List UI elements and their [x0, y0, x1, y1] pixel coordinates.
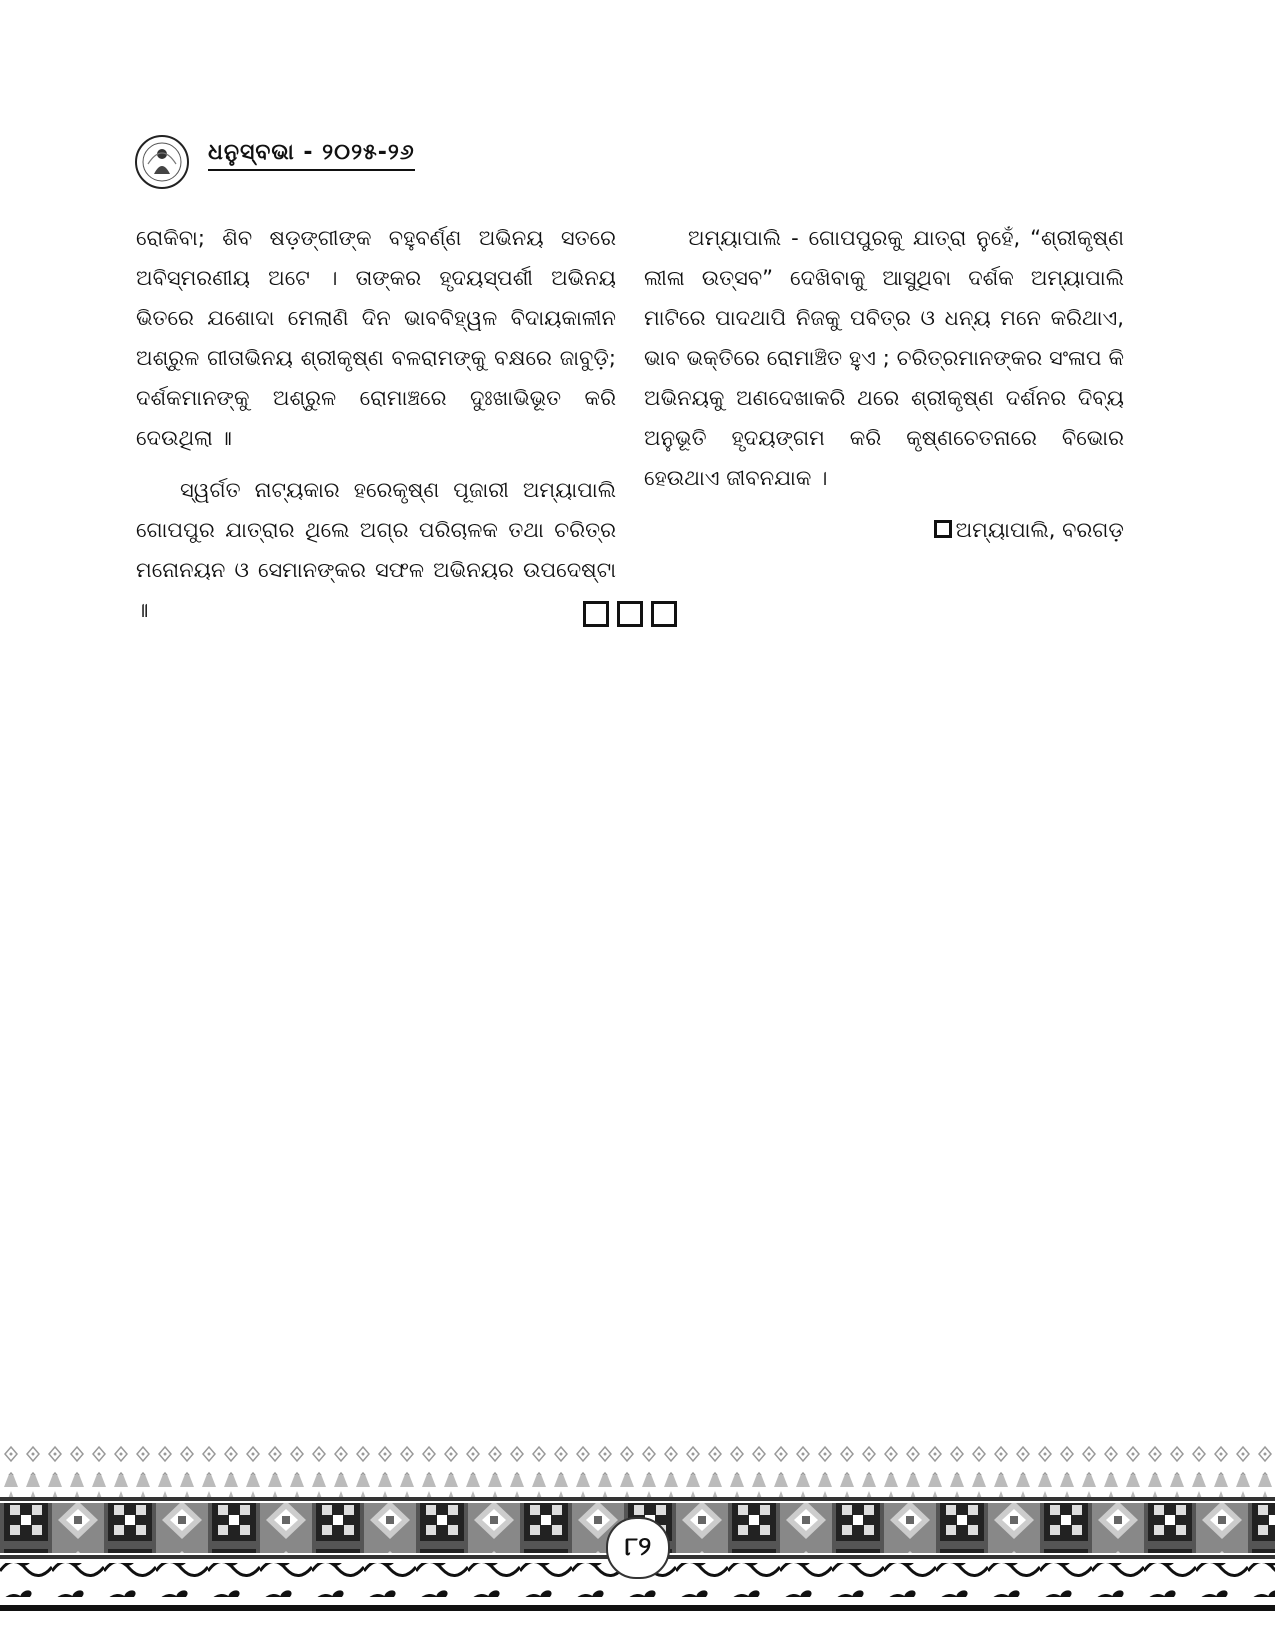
- square-icon: [651, 601, 677, 627]
- author-signature: [644, 510, 1124, 550]
- square-icon: [583, 601, 609, 627]
- emblem-logo: [134, 134, 190, 190]
- square-icon: [617, 601, 643, 627]
- end-of-article-mark: [583, 601, 677, 627]
- right-column: [644, 218, 1124, 562]
- left-paragraph-2: ସ୍ୱର୍ଗତ ନାଟ୍ୟକାର ହରେକୃଷ୍ଣ ପୂଜାରୀ ଅମ୍ୟାପାଲି ଗୋପପୁର ଯାତ୍ରାର ଥିଲେ ଅଗ୍ର ପରିଚାଳକ ତଥା ଚରିତ୍ର ମନୋନୟନ ଓ ସେମାନଙ୍କର ସଫଳ ଅଭିନୟର ଉପଦେଷ୍ଟା ॥: [136, 478, 616, 622]
- author-place: ଅମ୍ୟାପାଲି, ବରଗଡ଼: [955, 518, 1124, 542]
- page-number: ୮୨: [606, 1517, 670, 1579]
- running-header-title: ଧନୁସ୍ବଭା - ୨୦୨୫-୨୬: [208, 140, 415, 171]
- left-paragraph-1: ରୋକିବା; ଶିବ ଷଡ଼ଙ୍ଗୀଙ୍କ ବହୁବର୍ଣ୍ଣ ଅଭିନୟ ସତରେ ଅବିସ୍ମରଣୀୟ ଅଟେ । ତାଙ୍କର ହୃଦୟସ୍ପର୍ଶୀ ଅଭିନୟ ଭିତରେ ଯଶୋଦା ମେଲାଣି ଦିନ ଭାବବିହ୍ୱଳ ବିଦାୟକାଳୀନ ଅଶ୍ରୁଳ ଗୀତାଭିନୟ ଶ୍ରୀକୃଷ୍ଣ ବଳରାମଙ୍କୁ ବକ୍ଷରେ ଜାବୁଡ଼ି; ଦର୍ଶକମାନଙ୍କୁ ଅଶ୍ରୁଳ ରୋମାଞ୍ଚରେ ଦୁଃଖାଭିଭୂତ କରି ଦେଉଥିଲା ॥: [136, 226, 616, 450]
- square-bullet-icon: [934, 520, 952, 538]
- right-paragraph-1: ଅମ୍ୟାପାଲି - ଗୋପପୁରକୁ ଯାତ୍ରା ନୁହେଁ, “ଶ୍ରୀକୃଷ୍ଣ ଲୀଳା ଉତ୍ସବ” ଦେଖିବାକୁ ଆସୁଥିବା ଦର୍ଶକ ଅମ୍ୟାପାଲି ମାଟିରେ ପାଦଥାପି ନିଜକୁ ପବିତ୍ର ଓ ଧନ୍ୟ ମନେ କରିଥାଏ, ଭାବ ଭକ୍ତିରେ ରୋମାଞ୍ଚିତ ହୁଏ ; ଚରିତ୍ରମାନଙ୍କର ସଂଳାପ କି ଅଭିନୟକୁ ଅଣଦେଖାକରି ଥରେ ଶ୍ରୀକୃଷ୍ଣ ଦର୍ଶନର ଦିବ୍ୟ ଅନୁଭୂତି ହୃଦୟଙ୍ଗମ କରି କୃଷ୍ଣଚେତନାରେ ବିଭୋର ହେଉଥାଏ ଜୀବନଯାକ ।: [644, 226, 1124, 490]
- left-column: [136, 218, 616, 642]
